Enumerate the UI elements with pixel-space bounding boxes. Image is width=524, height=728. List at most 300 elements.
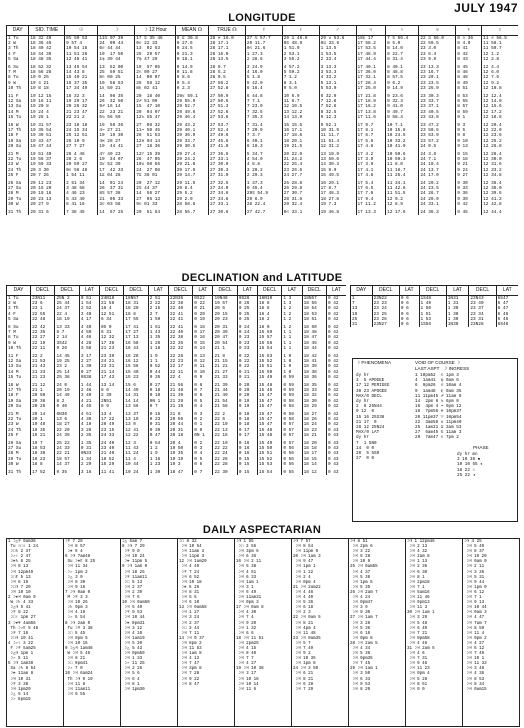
longitude-cell: 9 13 <box>456 144 482 149</box>
void-of-course-lines: 1 10pm52 ♌ 1pm 3 4 1am41 ♍ 0am 6 6 9pm26 ♎ 10am 4 9 1am48 ♏ 0am 35 11 11pm45 ♐ 11am 8 14 2pm 6 ♑ 6pm 0 16 4pm 4 ♒ 9pm 12 18 7pm56 ♓ 10pm37 20 11pm37 ♈ 10pm54 22 3am58 ♉ 11pm40 25 1am21 ♊ 3am 53 27 6am45 ♋ 11am 3 29 7am47 ♌ 7pm 2 <box>415 373 462 441</box>
longitude-cell: 20 15 20 <box>29 186 65 191</box>
declination-cell: 0 59 <box>282 375 302 380</box>
declination-cell: 18 36 <box>302 375 326 380</box>
longitude-cell: 27 30.3 <box>209 168 246 173</box>
declination-cell: 18 41 <box>302 359 326 364</box>
longitude-cell: 26 47 05 <box>135 157 176 162</box>
outer-cell: 23 34 <box>469 312 496 317</box>
longitude-cell: 13 02 53 <box>135 46 176 51</box>
longitude-cell: 5 53.0 <box>319 86 356 91</box>
declination-cell: 0 58 <box>282 399 302 404</box>
longitude-row <box>7 149 519 157</box>
declination-cell: 0N 1 <box>193 433 213 438</box>
longitude-cell: 17 7.8 <box>356 191 386 196</box>
longitude-cell: 23 18 18 <box>65 120 98 128</box>
longitude-cell: 12 15.6 <box>482 104 518 109</box>
declination-cell: 22 10 <box>213 422 237 427</box>
declination-cell: 14 49 <box>124 388 148 393</box>
declination-cell: 21 15 <box>213 359 237 364</box>
longitude-cell: 2 W <box>7 41 29 46</box>
declination-cell: 8 Tu <box>7 335 31 340</box>
longitude-cell: 7 38 45 <box>65 207 98 215</box>
declination-cell: 0 1 <box>193 422 213 427</box>
longitude-cell: 22 25.4 <box>282 162 319 167</box>
longitude-cell: 17 18.6 <box>282 133 319 138</box>
declination-col-14: LAT <box>326 286 346 296</box>
declination-cell: 1 0 <box>282 351 302 359</box>
longitude-cell: 11 51 28 <box>65 52 98 57</box>
longitude-cell: 28 M <box>7 191 29 196</box>
declination-cell: 18 24 <box>302 422 326 427</box>
longitude-cell: 17 42 33 <box>98 168 135 173</box>
declination-cell: 14 14 <box>124 399 148 404</box>
declination-cell: 0 42 <box>326 404 346 409</box>
longitude-cell: 9 6.2 <box>386 81 419 86</box>
declination-cell: 0 15 <box>237 467 257 475</box>
longitude-cell: 13 45 54 <box>65 62 98 70</box>
longitude-cell: 12 9.2 <box>482 81 518 86</box>
longitude-cell: 17 25.0 <box>356 86 386 91</box>
longitude-cell: 18 27.8 <box>319 197 356 202</box>
longitude-cell: 27 52.4 <box>209 128 246 133</box>
longitude-cell: 18 52 32 <box>29 62 65 70</box>
longitude-cell: 19 34 07 <box>98 157 135 162</box>
outer-cell: 6S46 <box>496 322 518 327</box>
declination-cell: 0 44 <box>148 370 168 375</box>
declination-cell: 17 43 <box>100 375 124 380</box>
outer-cell: 1N31 <box>446 296 469 302</box>
declination-cell: 1 34 <box>79 457 99 462</box>
declination-cell: 15 Tu <box>7 375 31 380</box>
longitude-cell: 27 50.5 <box>209 99 246 104</box>
longitude-cell: 28 5.2 <box>209 70 246 75</box>
declination-row <box>7 380 347 388</box>
declination-cell: 22 48 <box>31 317 55 322</box>
longitude-cell: 6 10.3 <box>245 144 282 149</box>
longitude-cell: 20 11 23 <box>29 178 65 186</box>
declination-cell: 2 35 <box>79 433 99 438</box>
declination-cell: 24 40 <box>100 438 124 446</box>
declination-cell: 0 19 <box>237 404 257 409</box>
longitude-cell: 12 Sa <box>7 99 29 104</box>
longitude-cell: 9 36 <box>456 191 482 196</box>
declination-cell: 0 56 <box>282 462 302 467</box>
declination-cell: 0 3 <box>193 446 213 451</box>
declination-cell: 23 39 <box>100 351 124 359</box>
longitude-header-row <box>7 26 519 36</box>
declination-cell: 16 4 <box>258 312 282 317</box>
longitude-cell: 19 35 54 <box>29 128 65 133</box>
declination-cell: 18 29 <box>302 404 326 409</box>
declination-cell: 0 11 <box>193 364 213 369</box>
outer-row <box>351 322 519 327</box>
outer-cell: 1 31 <box>446 301 469 306</box>
outer-col-2: LAT <box>399 286 419 296</box>
declination-cell: 18 23 <box>302 428 326 433</box>
outer-cell: 1N30 <box>446 322 469 327</box>
declination-cell: 22 4 <box>168 375 192 380</box>
longitude-cell: 20 23 13 <box>29 197 65 202</box>
outer-cell: 0 6 <box>399 306 419 311</box>
declination-cell: 21 43 <box>31 364 55 369</box>
declination-cell: 17 38 <box>100 341 124 346</box>
longitude-cell: 7 12.8 <box>319 99 356 104</box>
declination-cell: 0 23 <box>148 417 168 422</box>
declination-cell: 0 22 <box>193 301 213 306</box>
longitude-cell: 10 15.8 <box>386 128 419 133</box>
longitude-cell: 8 46 <box>456 70 482 75</box>
longitude-cell: 24 13.7 <box>419 168 456 173</box>
longitude-cell: 25 12 51 <box>65 133 98 138</box>
declination-cell: 1 2 <box>282 317 302 322</box>
declination-cell: 4 40 <box>79 322 99 330</box>
longitude-cell: 27 50.9 <box>209 91 246 99</box>
declination-cell: 0 23 <box>237 346 257 351</box>
longitude-cell: 13 52 00 <box>98 62 135 70</box>
longitude-col-0: DAY <box>7 26 29 36</box>
longitude-cell: 11 8.7 <box>282 99 319 104</box>
longitude-cell: 7 M <box>7 70 29 75</box>
declination-cell: 0 56 <box>282 457 302 462</box>
declination-cell: 23 31 <box>100 364 124 369</box>
longitude-cell: 1 37.3 <box>245 178 282 186</box>
declination-cell: 6 34 <box>100 317 124 322</box>
longitude-cell: 27 18 36 <box>135 144 176 149</box>
longitude-cell: 17 48.9 <box>356 52 386 57</box>
declination-cell: 1 26 <box>148 341 168 346</box>
declination-cell: 17 52 <box>31 467 55 475</box>
declination-cell: 21 54 <box>213 399 237 404</box>
declination-cell: 22 35 <box>168 341 192 346</box>
longitude-cell: 12 26.8 <box>482 144 518 149</box>
declination-cell: 22 40 <box>168 306 192 311</box>
declination-cell: 1 1 <box>282 341 302 346</box>
declination-cell: 23 40 <box>100 446 124 451</box>
declination-cell: 0 15 <box>148 409 168 417</box>
declination-cell: 22 38 <box>168 335 192 340</box>
declination-cell: 14 M <box>7 370 31 375</box>
longitude-cell: 3 Th <box>7 46 29 51</box>
longitude-cell: 11♋ 07 39 <box>98 36 135 42</box>
declination-table <box>6 285 346 475</box>
outer-cell: 0 6 <box>399 301 419 306</box>
longitude-cell: 12 23.6 <box>482 133 518 138</box>
longitude-cell: 8 49 <box>456 81 482 86</box>
longitude-cell: 11 51.4 <box>319 139 356 144</box>
declination-cell: 22 13 <box>213 428 237 433</box>
declination-cell: 0 43 <box>326 457 346 462</box>
longitude-cell: 4 8.8 <box>245 162 282 167</box>
longitude-cell: 11 F <box>7 91 29 99</box>
declination-cell: 0 4 <box>193 404 213 409</box>
declination-cell: 4 46 <box>79 335 99 340</box>
declination-cell: 0 42 <box>326 322 346 330</box>
declination-cell: 0 42 <box>326 341 346 346</box>
longitude-cell: 4 F <box>7 52 29 57</box>
longitude-cell: 21 24.2 <box>282 157 319 162</box>
longitude-cell: 19 16 11 <box>29 99 65 104</box>
declination-cell: 0 16 <box>193 335 213 340</box>
longitude-cell: 7 31.4 <box>245 120 282 128</box>
longitude-cell: 24 36.3 <box>419 207 456 215</box>
declination-cell: 11 F <box>7 351 31 359</box>
declination-cell: 21 12 <box>31 380 55 388</box>
declination-cell: 10 24 <box>124 467 148 475</box>
outer-cell: 1 53 <box>419 317 446 322</box>
outer-cell: 31 <box>351 322 373 327</box>
declination-cell: 22 24 <box>213 451 237 456</box>
longitude-cell: 18 48 35 <box>29 57 65 62</box>
longitude-cell: 21 M <box>7 149 29 157</box>
longitude-cell: 12 48 41 <box>65 57 98 62</box>
declination-cell: 18N57 <box>302 296 326 302</box>
longitude-cell: 23 43.8 <box>419 115 456 120</box>
outer-cell: 7 <box>351 301 373 306</box>
declination-cell: 0 42 <box>326 399 346 404</box>
longitude-cell: 9♌ 01 33 <box>135 202 176 207</box>
longitude-cell: 9♐ 16 14 <box>98 104 135 109</box>
declination-cell: 15 49 <box>258 438 282 446</box>
declination-cell: 21 33 <box>213 375 237 380</box>
longitude-cell: 2♎ 00 27 <box>135 70 176 75</box>
declination-cell: 15 56 <box>258 341 282 346</box>
declination-cell: 20 44 <box>168 422 192 427</box>
longitude-col-6: TRUE ☊ <box>209 26 246 36</box>
declination-cell: 21 21 <box>213 364 237 369</box>
declination-cell: 24 39 <box>55 433 79 438</box>
declination-cell: 18 56 <box>302 301 326 306</box>
declination-cell: 13 6 <box>55 417 79 422</box>
longitude-cell: 27 52.8 <box>209 86 246 91</box>
declination-cell: 13 Su <box>7 364 31 369</box>
longitude-cell: 17 58.2 <box>356 41 386 46</box>
declination-cell: 1 2 <box>282 306 302 311</box>
declination-cell: 0 18 <box>193 322 213 330</box>
longitude-cell: 29 14.7 <box>175 173 208 178</box>
declination-cell: 9 W <box>7 341 31 346</box>
longitude-cell: 9 W <box>7 81 29 86</box>
longitude-cell: 18 56 28 <box>29 70 65 75</box>
declination-cell: 18 8 <box>31 462 55 467</box>
declination-cell: 1 23 <box>148 462 168 467</box>
longitude-cell: 10 59.3 <box>386 157 419 162</box>
longitude-cell: 19 24 4 <box>29 110 65 115</box>
declination-cell: 3 40 <box>79 393 99 398</box>
declination-cell: 18 27 <box>302 409 326 417</box>
longitude-cell: 29 59 27 <box>65 162 98 167</box>
declination-cell: 7 M <box>7 330 31 335</box>
longitude-cell: 8♋ 57 38 <box>98 191 135 196</box>
longitude-cell: 14 01 24 <box>98 178 135 186</box>
declination-cell: 21 19 <box>168 404 192 409</box>
declination-cell: 15 47 <box>258 399 282 404</box>
declination-cell: 13 0 <box>124 422 148 427</box>
longitude-cell: 0 11.8 <box>175 70 208 75</box>
declination-cell: 21 23 <box>31 375 55 380</box>
declination-cell: 0 42 <box>326 364 346 369</box>
declination-cell: 2N51 <box>100 399 124 404</box>
longitude-cell: 12 36.4 <box>482 178 518 186</box>
longitude-cell: 20 Su <box>7 144 29 149</box>
longitude-cell: 27 49.6 <box>209 133 246 138</box>
aspectarian-column: ☽△ 6am 7 8 ☽♃ 7 29 ☽♆ 9 0 ☽♃ 10 24 ☽⚹ 11pm 5 9 ☽♃ 1am 0 ☽♃ 10 25 ☽♆ 11am11 ☽□ 5 13 ☽♃ 2 37 ☽♃ 2 39 ☽♃ 7 6 10 ☽♃ 0am50 ☽♃ 5 40 ☽♆ 9 53 ☽♃ 10 44 ☽⚹ 0pm31 ☽♃ 3 12 ☽♃ 4 10 ☽♃ 1am19 ☽♃ 5 20 ☽△ 5 43 ☽♃ 0pm59 ☽♃ 1 33 ☽♂ 11 25 ☽♃ 2 26 ☽♃ 5 6 ☽♃ 6 4 ☽♃ 8 1 ☽♃ 1pm30 <box>120 539 177 726</box>
declination-cell: 0 21 <box>193 306 213 311</box>
longitude-cell: 17 40.1 <box>356 62 386 70</box>
longitude-cell: 17 9.7 <box>356 120 386 128</box>
declination-cell: 18 F <box>7 393 31 398</box>
longitude-cell: 2♐ 51 09 <box>135 99 176 104</box>
longitude-cell: 3 55.2 <box>282 57 319 62</box>
longitude-cell: 27 08 32 <box>135 120 176 128</box>
declination-cell: 0 18 <box>237 417 257 422</box>
longitude-cell: 19 58 36 <box>98 120 135 128</box>
longitude-cell: 0 21.3 <box>175 52 208 57</box>
longitude-cell: 12 20.4 <box>482 120 518 128</box>
declination-cell: 6N36 <box>55 409 79 417</box>
declination-cell: 21 M <box>7 409 31 417</box>
declination-cell: 6 31 <box>100 330 124 335</box>
declination-cell: 0 7 <box>193 467 213 475</box>
longitude-cell: 3 20.2 <box>245 168 282 173</box>
longitude-cell: 29 30.5 <box>175 144 208 149</box>
declination-cell: 21 29 <box>168 399 192 404</box>
longitude-cell: 19 19 30 <box>98 133 135 138</box>
longitude-cell: 6 32.9 <box>319 91 356 99</box>
declination-cell: 0 20 <box>237 380 257 388</box>
longitude-cell: 2♋ 44 37 <box>135 186 176 191</box>
declination-cell: 0 58 <box>282 417 302 422</box>
outer-planets-table <box>350 285 518 327</box>
declination-cell: 18 19 <box>55 317 79 322</box>
longitude-cell: 24 17.0 <box>419 173 456 178</box>
declination-cell: 2 W <box>7 301 31 306</box>
longitude-cell: 8♎ 00 25 <box>98 75 135 80</box>
declination-cell: 15 23 <box>124 375 148 380</box>
declination-cell: 0 27 <box>79 370 99 375</box>
declination-cell: 31 Th <box>7 467 31 475</box>
declination-cell: 0 21 <box>237 375 257 380</box>
longitude-cell: 24 3.8 <box>419 149 456 157</box>
longitude-cell: 14 13.9 <box>282 115 319 120</box>
longitude-cell: 29 ♉ 53.6 <box>319 36 356 42</box>
longitude-cell: 1 13.5 <box>319 46 356 51</box>
longitude-cell: 8 4.0 <box>456 41 482 46</box>
longitude-cell: 20 7 26 <box>29 173 65 178</box>
declination-cell: 18 18 <box>302 446 326 451</box>
declination-cell: 19 Sa <box>7 399 31 404</box>
declination-cell: 25 22 <box>55 438 79 446</box>
longitude-cell: 5 1.8 <box>245 75 282 80</box>
longitude-cell: 23 26.6 <box>282 168 319 173</box>
longitude-cell: 20 26 32 <box>65 104 98 109</box>
longitude-cell: 28 4 46 <box>65 149 98 157</box>
longitude-cell: 12 34.8 <box>482 173 518 178</box>
longitude-cell: 24 7.1 <box>419 157 456 162</box>
longitude-cell: 9 14.9 <box>386 86 419 91</box>
declination-cell: 0 42 <box>326 312 346 317</box>
longitude-cell: 28 9.7 <box>209 62 246 70</box>
longitude-cell: 18 32 49 <box>29 36 65 42</box>
declination-cell: 20 6 <box>213 306 237 311</box>
declination-cell: 0 18 <box>148 388 168 393</box>
longitude-cell: 10 41.9 <box>386 144 419 149</box>
declination-cell: 0 16 <box>237 438 257 446</box>
longitude-cell: 9 3 <box>456 120 482 128</box>
declination-cell: 0 57 <box>282 433 302 438</box>
declination-cell: 18N57 <box>124 296 148 302</box>
longitude-cell: 28 17.1 <box>209 41 246 46</box>
outer-cell: 19 <box>351 312 373 317</box>
declination-cell: 18 48 <box>302 330 326 335</box>
declination-cell: 0 42 <box>326 388 346 393</box>
declination-cell: 17 41 <box>124 322 148 330</box>
longitude-cell: 17 3.9 <box>356 162 386 167</box>
declination-col-13: DECL <box>302 286 326 296</box>
longitude-cell: 24 27 08 <box>135 168 176 173</box>
longitude-cell: 29 43.2 <box>175 120 208 128</box>
longitude-cell: 7 1.2 <box>282 75 319 80</box>
longitude-cell: 12 1.2 <box>482 52 518 57</box>
declination-cell: 15 50 <box>258 370 282 375</box>
declination-cell: 12 22 <box>124 433 148 438</box>
longitude-cell: 0 14.9 <box>175 62 208 70</box>
longitude-cell: 27 Su <box>7 186 29 191</box>
declination-cell: 24N18 <box>100 296 124 302</box>
longitude-cell: 7 52.6 <box>319 104 356 109</box>
longitude-cell: 1♊ 04 28 <box>98 173 135 178</box>
aspectarian-column: ☽♃ 1 12pm46 ☽♃ 2 13 ☽♃ 4 32 ☽♃ 2am 8 ☽♃ 1 13 ☽♃ 2 36 ☽♃ 6 30 ☽♃ 8 1 ☽♃ 2pm18 ☽♃ 7 1 ☽♃ 5am16 ☽♃ 11 46 ☽♃ 9pm13 ☽♃ 11 3 30 ☽♃ 1am 1 ☽♃ 3 29 ☽♃ 5 48 ☽♃ 6 40 ☽♃ 7 21 ☽♃ 0pm58 ☽♃ 4 46 31 ☽♃ 2am 5 ☽♃ 4 6 ☽♃ 7 31 ☽♃ 9 46 ☽♃ 11 23 ☽♃ 0pm 4 ☽♃ 5 28 ☽♃ 8 51 ☽♃ 9 0 <box>405 539 462 726</box>
declination-cell: 23 6 <box>31 301 55 306</box>
longitude-cell: 23 47.2 <box>419 120 456 128</box>
longitude-cell: 12♑ 55 47 <box>135 115 176 120</box>
longitude-cell: 25 F <box>7 173 29 178</box>
longitude-cell: 17 13.8 <box>356 110 386 115</box>
declination-cell: 3 58 <box>79 346 99 351</box>
declination-cell: 0 18 <box>237 409 257 417</box>
longitude-cell: 29 49.6 <box>175 110 208 115</box>
longitude-cell: 29 21.0 <box>175 162 208 167</box>
longitude-cell: 19 20 8 <box>29 104 65 109</box>
longitude-cell: 12 38.0 <box>482 186 518 191</box>
longitude-cell: 9 5 <box>456 128 482 133</box>
longitude-cell: 28 22.4 <box>245 202 282 207</box>
aspectarian-column: ☽♃ 1 55 ☽□ 3 56 ☽♃ 3pm 6 ☽♃ 6 36 16 ☽♃ 2 11 ☽♃ 5 38 ☽♃ 4 51 ☽♃ 6 33 ☽♃ 1am 1 ☽♃ 3 1 ☽♃ 6 49 ☽♃ 11am31 ☽♃ 0pm 3 17 ☽♃ 0am 8 ☽♃ 4 30 ☽♃ 7 4 ☽♃ 9 20 ☽♃ 1 32 ☽♃ 6 6 18 ☽♃ 11 51 ☽♃ 2pm25 ☽♃ 4 15 ☽♃ 8 40 ☽♃ 7 7 ☽♃ 4 27 19 ☽♃ 10 38 ☽♃ 3 17 ☽♃ 10 18 ☽♃ 10 14 ☽♃ 11 6 <box>234 539 291 726</box>
longitude-cell: 23 37.1 <box>419 104 456 109</box>
outer-body <box>351 296 519 328</box>
longitude-cell: 13 Su <box>7 104 29 109</box>
longitude-cell: 23 20.1 <box>419 75 456 80</box>
longitude-cell: 11 58.1 <box>482 41 518 46</box>
declination-cell: 0 55 <box>282 467 302 475</box>
declination-cell: 2 51 <box>148 296 168 302</box>
longitude-cell: 12 39.6 <box>482 191 518 196</box>
declination-cell: 0 22 <box>237 359 257 364</box>
longitude-cell: 5 43 49 <box>65 197 98 202</box>
outer-cell: 1 51 <box>419 312 446 317</box>
longitude-cell: 7 3.7 <box>245 133 282 138</box>
aspectarian-column: ☽♃ 7 57 ☽♃ 8 54 ☽♃ 11pm 0 20 ☽♃ 1am 3 ☽♃ 9 47 ☽♃ 1pm 1 ☽♃ 1 22 ☽♃ 2 4 ☽♃ 0pm 4 21 ☽♃ 2am22 ☽♃ 4 46 ☽♃ 4 40 ☽♃ 5 36 ☽♃ 6 18 ☽♃ 2 3 22 ☽♃ 0am 5 ☽♃ 8 21 ☽♃ 4pm 4 ☽♃ 11 48 23 ☽♃ 0am35 ☽♃ 5 7 ☽♃ 7 49 ☽♃ 9 2 ☽♃ 10 35 ☽♃ 1pm 8 24 ☽♃ 3 50 ☽♃ 6 21 ☽♃ 8 21 ☽♃ 6 28 ☽♃ 7 29 <box>291 539 348 726</box>
longitude-cell: 22 23 21 <box>98 110 135 115</box>
declination-cell: 22 19 <box>213 438 237 446</box>
longitude-cell: 0♊ 33.6 <box>319 41 356 46</box>
declination-cell: 0 58 <box>282 409 302 417</box>
declination-cell: 8 7 <box>55 330 79 335</box>
longitude-cell: 27 34.6 <box>209 197 246 202</box>
longitude-cell: 8 32.5 <box>319 110 356 115</box>
longitude-cell: 25 28.8 <box>282 178 319 186</box>
longitude-cell: 27 51.3 <box>209 104 246 109</box>
declination-cell: 1 35 <box>79 438 99 446</box>
